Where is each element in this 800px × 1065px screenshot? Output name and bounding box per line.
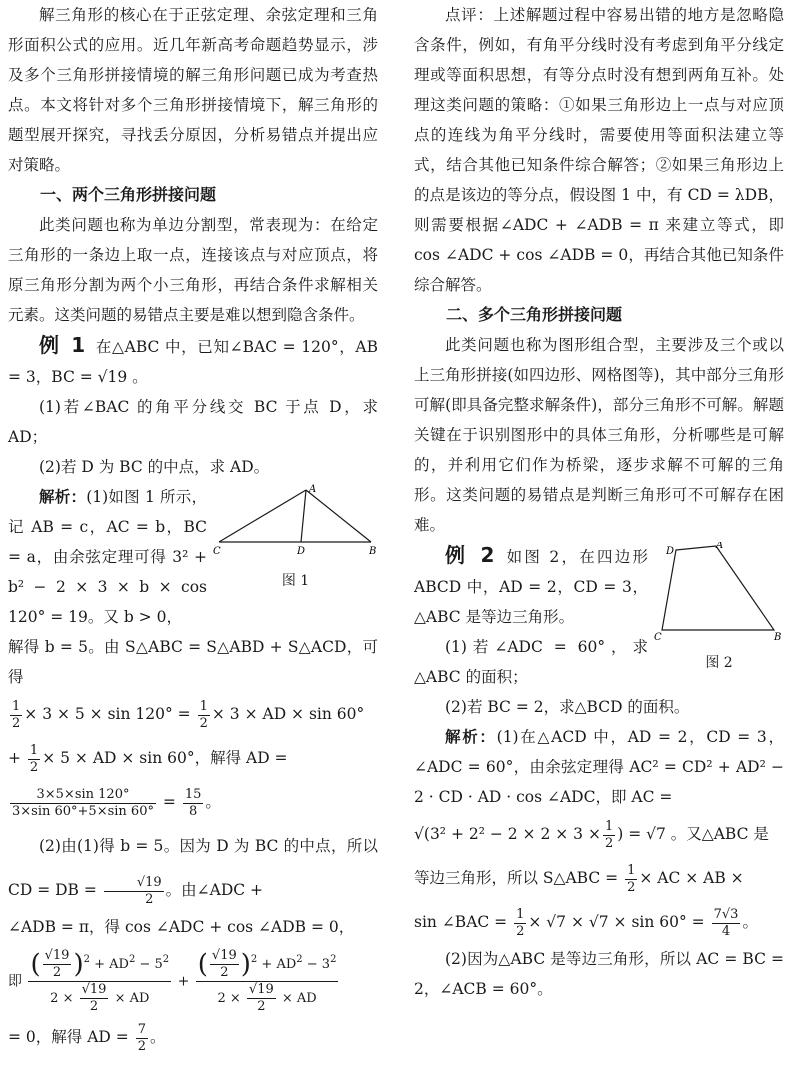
example-2-question-2: (2)若 BC = 2，求△BCD 的面积。	[445, 698, 690, 716]
solution-2-1-part-a: 解析：(1)在△ACD 中，AD = 2，CD = 3，∠ADC = 60°，由余弦定理得 AC² = CD² + AD² − 2 · CD · AD · cos ∠ADC，即 AC =	[414, 728, 784, 806]
intro-paragraph: 解三角形的核心在于正弦定理、余弦定理和三角形面积公式的应用。近几年新高考命题趋势显示，涉及多个三角形拼接情境的解三角形问题已成为考查热点。本文将针对多个三角形拼接情境下，解三角形的题型展开探究，寻找丢分原因，分析易错点并提出应对策略。	[8, 6, 378, 174]
figure-1-caption: 图 1	[281, 573, 310, 589]
example-1-label: 例 1	[39, 333, 88, 357]
example-1-question-1: (1)若∠BAC 的角平分线交 BC 于点 D，求 AD；	[8, 398, 378, 446]
section-2-body: 此类问题也称为图形组合型，主要涉及三个或以上三角形拼接(如四边形、网格图等)，其中部分三角形可解(即具备完整求解条件)，部分三角形不可解。解题关键在于识别图形中的具体三角形，分析哪些是可解的，并利用它们作为桥梁，逐步求解不可解的三角形。这类问题的易错点是判断三角形可不可解存在困难。	[414, 336, 784, 534]
example-2-question-1: (1)若∠ADC = 60°，求△ABC 的面积；	[414, 638, 648, 686]
label-b: B	[369, 546, 377, 557]
solution-1-part-a: 解析：(1)如图 1 所示，记 AB = c，AC = b，BC = a，由余弦定理可得 3² + b² − 2 × 3 × b × cos 120° = 19。又 b > 0，	[8, 488, 207, 626]
example-2-stem: 例 2 如图 2，在四边形 ABCD 中，AD = 2，CD = 3，△ABC 是等边三角形。	[414, 543, 648, 626]
figure-2	[654, 542, 784, 674]
label-c: C	[654, 632, 662, 642]
equation-7: 等边三角形，所以 S△ABC = $\frac{1}{2}$ × AC × AB ×	[414, 862, 744, 895]
analysis-label-2: 解析：	[445, 728, 497, 746]
quadrilateral-abcd	[662, 546, 774, 630]
label-a: A	[716, 542, 724, 551]
label-b: B	[774, 632, 782, 642]
figure-1	[213, 484, 378, 592]
label-c: C	[213, 546, 221, 557]
section-1-body: 此类问题也称为单边分割型，常表现为：在给定三角形的一条边上取一点，连接该点与对应顶点，将原三角形分割为两个小三角形，再结合条件求解相关元素。这类问题的易错点主要是难以想到隐含条件。	[8, 216, 378, 324]
label-d: D	[666, 546, 675, 557]
segment-ca	[219, 490, 306, 542]
equation-8: sin ∠BAC = $\frac{1}{2}$ × √7 × √7 × sin 60° = $\frac{7√3}{4}$ 。	[414, 906, 758, 939]
analysis-label: 解析：	[39, 488, 87, 506]
solution-2-part-a: (2)由(1)得 b = 5。因为 D 为 BC 的中点，所以 CD = DB = $\frac{√19}{2}$ 。由∠ADC +	[8, 837, 378, 907]
equation-5: = 0，解得 AD = $\frac{7}{2}$ 。	[8, 1021, 166, 1054]
section-2-title: 二、多个三角形拼接问题	[446, 305, 623, 324]
solution-2-2: (2)因为△ABC 是等边三角形，所以 AC = BC = 2，∠ACB = 60°。	[414, 950, 784, 998]
equation-6: √(3² + 2² − 2 × 2 × 3 × $\frac{1}{2}$ ) = √7 。又△ABC 是	[414, 818, 769, 851]
quadrilateral-diagram-2	[654, 542, 784, 642]
equation-3: $\frac{3\times 5\times\sin 120^\circ}{3\times\sin 60^\circ+5\times\sin 60^\circ}$ = $\frac{15}{8}$ 。	[12, 786, 221, 819]
segment-ad	[301, 490, 306, 542]
solution-1-part-b: 解得 b = 5。由 S△ABC = S△ABD + S△ACD，可得	[8, 638, 378, 686]
example-1-question-2: (2)若 D 为 BC 的中点，求 AD。	[39, 458, 270, 476]
example-2-label: 例 2	[445, 543, 497, 567]
equation-2: + $\frac{1}{2}$ × 5 × AD × sin 60°，解得 AD =	[8, 742, 288, 775]
left-column	[8, 0, 378, 1059]
section-1-title: 一、两个三角形拼接问题	[40, 185, 217, 204]
comment-paragraph: 点评：上述解题过程中容易出错的地方是忽略隐含条件，例如，有角平分线时没有考虑到角平分线定理或等面积思想，有等分点时没有想到两角互补。处理这类问题的策略：①如果三角形边上一点与对应顶点的连线为角平分线时，需要使用等面积法建立等式，结合其他已知条件综合解答；②如果三角形边上的点是该边的等分点，假设图 1 中，有 CD = λDB，则需要根据∠ADC + ∠ADB = π 来建立等式，即 cos ∠ADC + cos ∠ADB = 0，再结合其他已知条件综合解答。	[414, 6, 784, 294]
figure-2-caption: 图 2	[705, 655, 733, 671]
equation-4: 即 ( $\frac{√19}{2}$ )$^2 + AD^2 - 5^2$ 2 × $\frac{√19}{2}$ × AD + ( $\frac{√19}{2}$ )$^2 + AD^2 - 3^2$ 2 × $\frac{√19}{2}$ × AD	[8, 948, 337, 1014]
label-d: D	[297, 546, 306, 557]
solution-2-part-c: ∠ADB = π，得 cos ∠ADC + cos ∠ADB = 0，	[8, 918, 355, 936]
equation-1: $\frac{1}{2}$ × 3 × 5 × sin 120° = $\frac{1}{2}$ × 3 × AD × sin 60°	[12, 698, 365, 731]
label-a: A	[309, 484, 317, 495]
segment-ab	[306, 490, 371, 542]
right-column	[414, 0, 784, 1004]
triangle-diagram-1	[213, 484, 378, 560]
example-1-stem: 例 1 在△ABC 中，已知∠BAC = 120°，AB = 3，BC = √19 。	[8, 333, 378, 386]
